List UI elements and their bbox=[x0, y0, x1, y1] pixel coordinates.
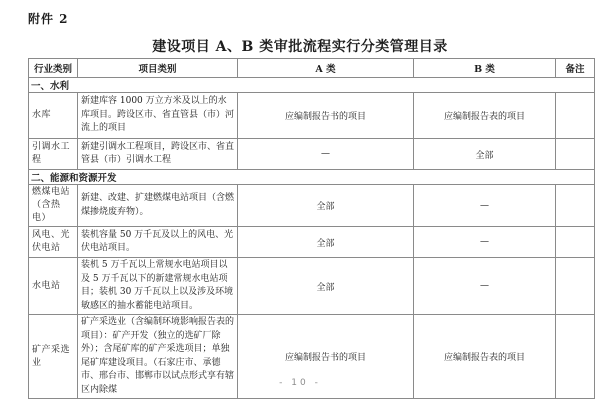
class-b-cell: — bbox=[414, 185, 556, 227]
class-b-cell: 全部 bbox=[414, 139, 556, 170]
table-row-water-diversion bbox=[29, 139, 595, 170]
class-b-cell: 应编制报告表的项目 bbox=[414, 315, 556, 399]
class-a-cell: — bbox=[238, 139, 414, 170]
table-row-reservoir bbox=[29, 93, 595, 139]
industry-cell: 矿产采选业 bbox=[29, 315, 78, 399]
catalog-table bbox=[28, 58, 595, 399]
project-cell: 装机容量 50 万千瓦及以上的风电、光伏电站项目。 bbox=[78, 227, 238, 258]
column-header-industry: 行业类别 bbox=[29, 59, 78, 78]
remark-cell bbox=[556, 258, 595, 315]
page-number: - 10 - bbox=[279, 378, 321, 388]
remark-cell bbox=[556, 93, 595, 139]
table-header-row bbox=[29, 59, 595, 78]
project-cell: 新建库容 1000 万立方米及以上的水库项目。跨设区市、省直管县（市）河流上的项目 bbox=[78, 93, 238, 139]
remark-cell bbox=[556, 185, 595, 227]
class-a-cell: 应编制报告书的项目 bbox=[238, 93, 414, 139]
remark-cell bbox=[556, 227, 595, 258]
column-header-remark: 备注 bbox=[556, 59, 595, 78]
industry-cell: 引调水工程 bbox=[29, 139, 78, 170]
section-label: 一、水利 bbox=[29, 78, 595, 93]
page-title: 建设项目 A、B 类审批流程实行分类管理目录 bbox=[152, 39, 448, 55]
table-row-hydropower bbox=[29, 258, 595, 315]
table-row-coal-power bbox=[29, 185, 595, 227]
remark-cell bbox=[556, 139, 595, 170]
class-b-cell: 应编制报告表的项目 bbox=[414, 93, 556, 139]
column-header-project: 项目类别 bbox=[78, 59, 238, 78]
class-a-cell: 应编制报告书的项目 bbox=[238, 315, 414, 399]
column-header-class-b: B 类 bbox=[414, 59, 556, 78]
class-a-cell: 全部 bbox=[238, 258, 414, 315]
industry-cell: 风电、光伏电站 bbox=[29, 227, 78, 258]
project-cell: 新建引调水工程项目，跨设区市、省直管县（市）引调水工程 bbox=[78, 139, 238, 170]
attachment-label: 附件 2 bbox=[28, 12, 69, 26]
class-a-cell: 全部 bbox=[238, 185, 414, 227]
section-row-water bbox=[29, 78, 595, 93]
industry-cell: 水电站 bbox=[29, 258, 78, 315]
class-b-cell: — bbox=[414, 227, 556, 258]
project-cell: 新建、改建、扩建燃煤电站项目（含燃煤掺烧废弃物）。 bbox=[78, 185, 238, 227]
class-a-cell: 全部 bbox=[238, 227, 414, 258]
class-b-cell: — bbox=[414, 258, 556, 315]
industry-cell: 燃煤电站（含热电） bbox=[29, 185, 78, 227]
project-cell: 矿产采选业（含编制环境影响报告表的项目）：矿产开发（独立的选矿厂除外）；含尾矿库的矿产采选项目；单独尾矿库建设项目。（石家庄市、承德市、邢台市、邯郸市以试点形式享有辖区内除煤 bbox=[78, 315, 238, 399]
project-cell: 装机 5 万千瓦以上常规水电站项目以及 5 万千瓦以下的新建常规水电站项目；装机 30 万千瓦以上以及涉及环境敏感区的抽水蓄能电站项目。 bbox=[78, 258, 238, 315]
industry-cell: 水库 bbox=[29, 93, 78, 139]
section-row-energy bbox=[29, 170, 595, 185]
column-header-class-a: A 类 bbox=[238, 59, 414, 78]
table-row-wind-solar bbox=[29, 227, 595, 258]
section-label: 二、能源和资源开发 bbox=[29, 170, 595, 185]
